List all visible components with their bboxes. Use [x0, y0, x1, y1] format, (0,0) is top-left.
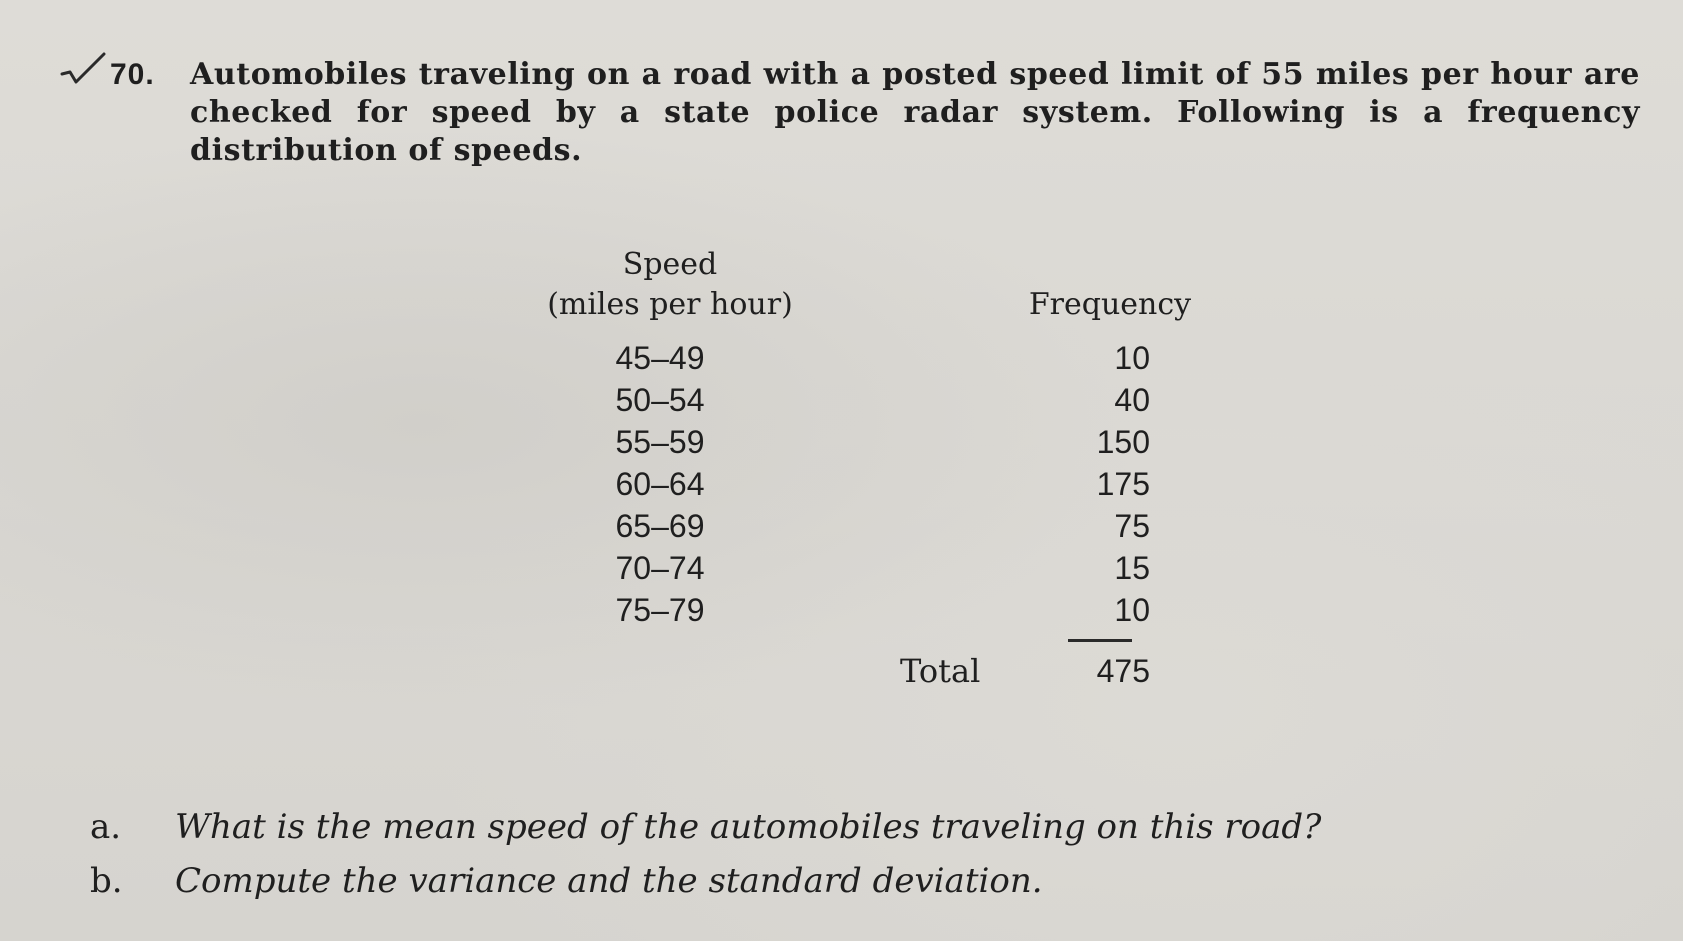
speed-cell: 75–79 [615, 592, 705, 628]
total-rule-line [1068, 639, 1132, 642]
frequency-distribution-table [520, 245, 1220, 695]
speed-column [580, 337, 740, 631]
frequency-cell: 75 [1114, 508, 1150, 544]
speed-cell: 60–64 [615, 466, 705, 502]
problem-statement: Automobiles traveling on a road with a posted speed limit of 55 miles per hour are checked for speed by a state police radar system. Following is a frequency distribution of speeds. [190, 57, 1640, 168]
total-label: Total [900, 652, 981, 690]
question-letter: b. [90, 861, 123, 901]
frequency-cell: 175 [1096, 466, 1150, 502]
question-a [80, 800, 1580, 854]
speed-cell: 55–59 [615, 424, 705, 460]
question-text: What is the mean speed of the automobiles traveling on this road? [175, 807, 1322, 847]
speed-cell: 50–54 [615, 382, 705, 418]
speed-cell: 65–69 [615, 508, 705, 544]
frequency-cell: 15 [1114, 550, 1150, 586]
problem-number: 70. [110, 58, 155, 91]
frequency-cell: 10 [1114, 340, 1150, 376]
frequency-cell: 150 [1096, 424, 1150, 460]
question-text: Compute the variance and the standard deviation. [175, 861, 1043, 901]
speed-column-header [520, 245, 820, 325]
question-letter: a. [90, 807, 122, 847]
frequency-column [1040, 337, 1150, 631]
speed-header-title: Speed [622, 247, 718, 282]
frequency-cell: 10 [1114, 592, 1150, 628]
speed-cell: 70–74 [615, 550, 705, 586]
speed-cell: 45–49 [615, 340, 705, 376]
speed-header-units: (miles per hour) [547, 287, 793, 322]
question-list [80, 800, 1580, 908]
check-mark-icon [60, 52, 110, 92]
frequency-cell: 40 [1114, 382, 1150, 418]
total-value: 475 [1096, 653, 1150, 689]
frequency-column-header: Frequency [1028, 287, 1192, 322]
question-b [80, 854, 1580, 908]
